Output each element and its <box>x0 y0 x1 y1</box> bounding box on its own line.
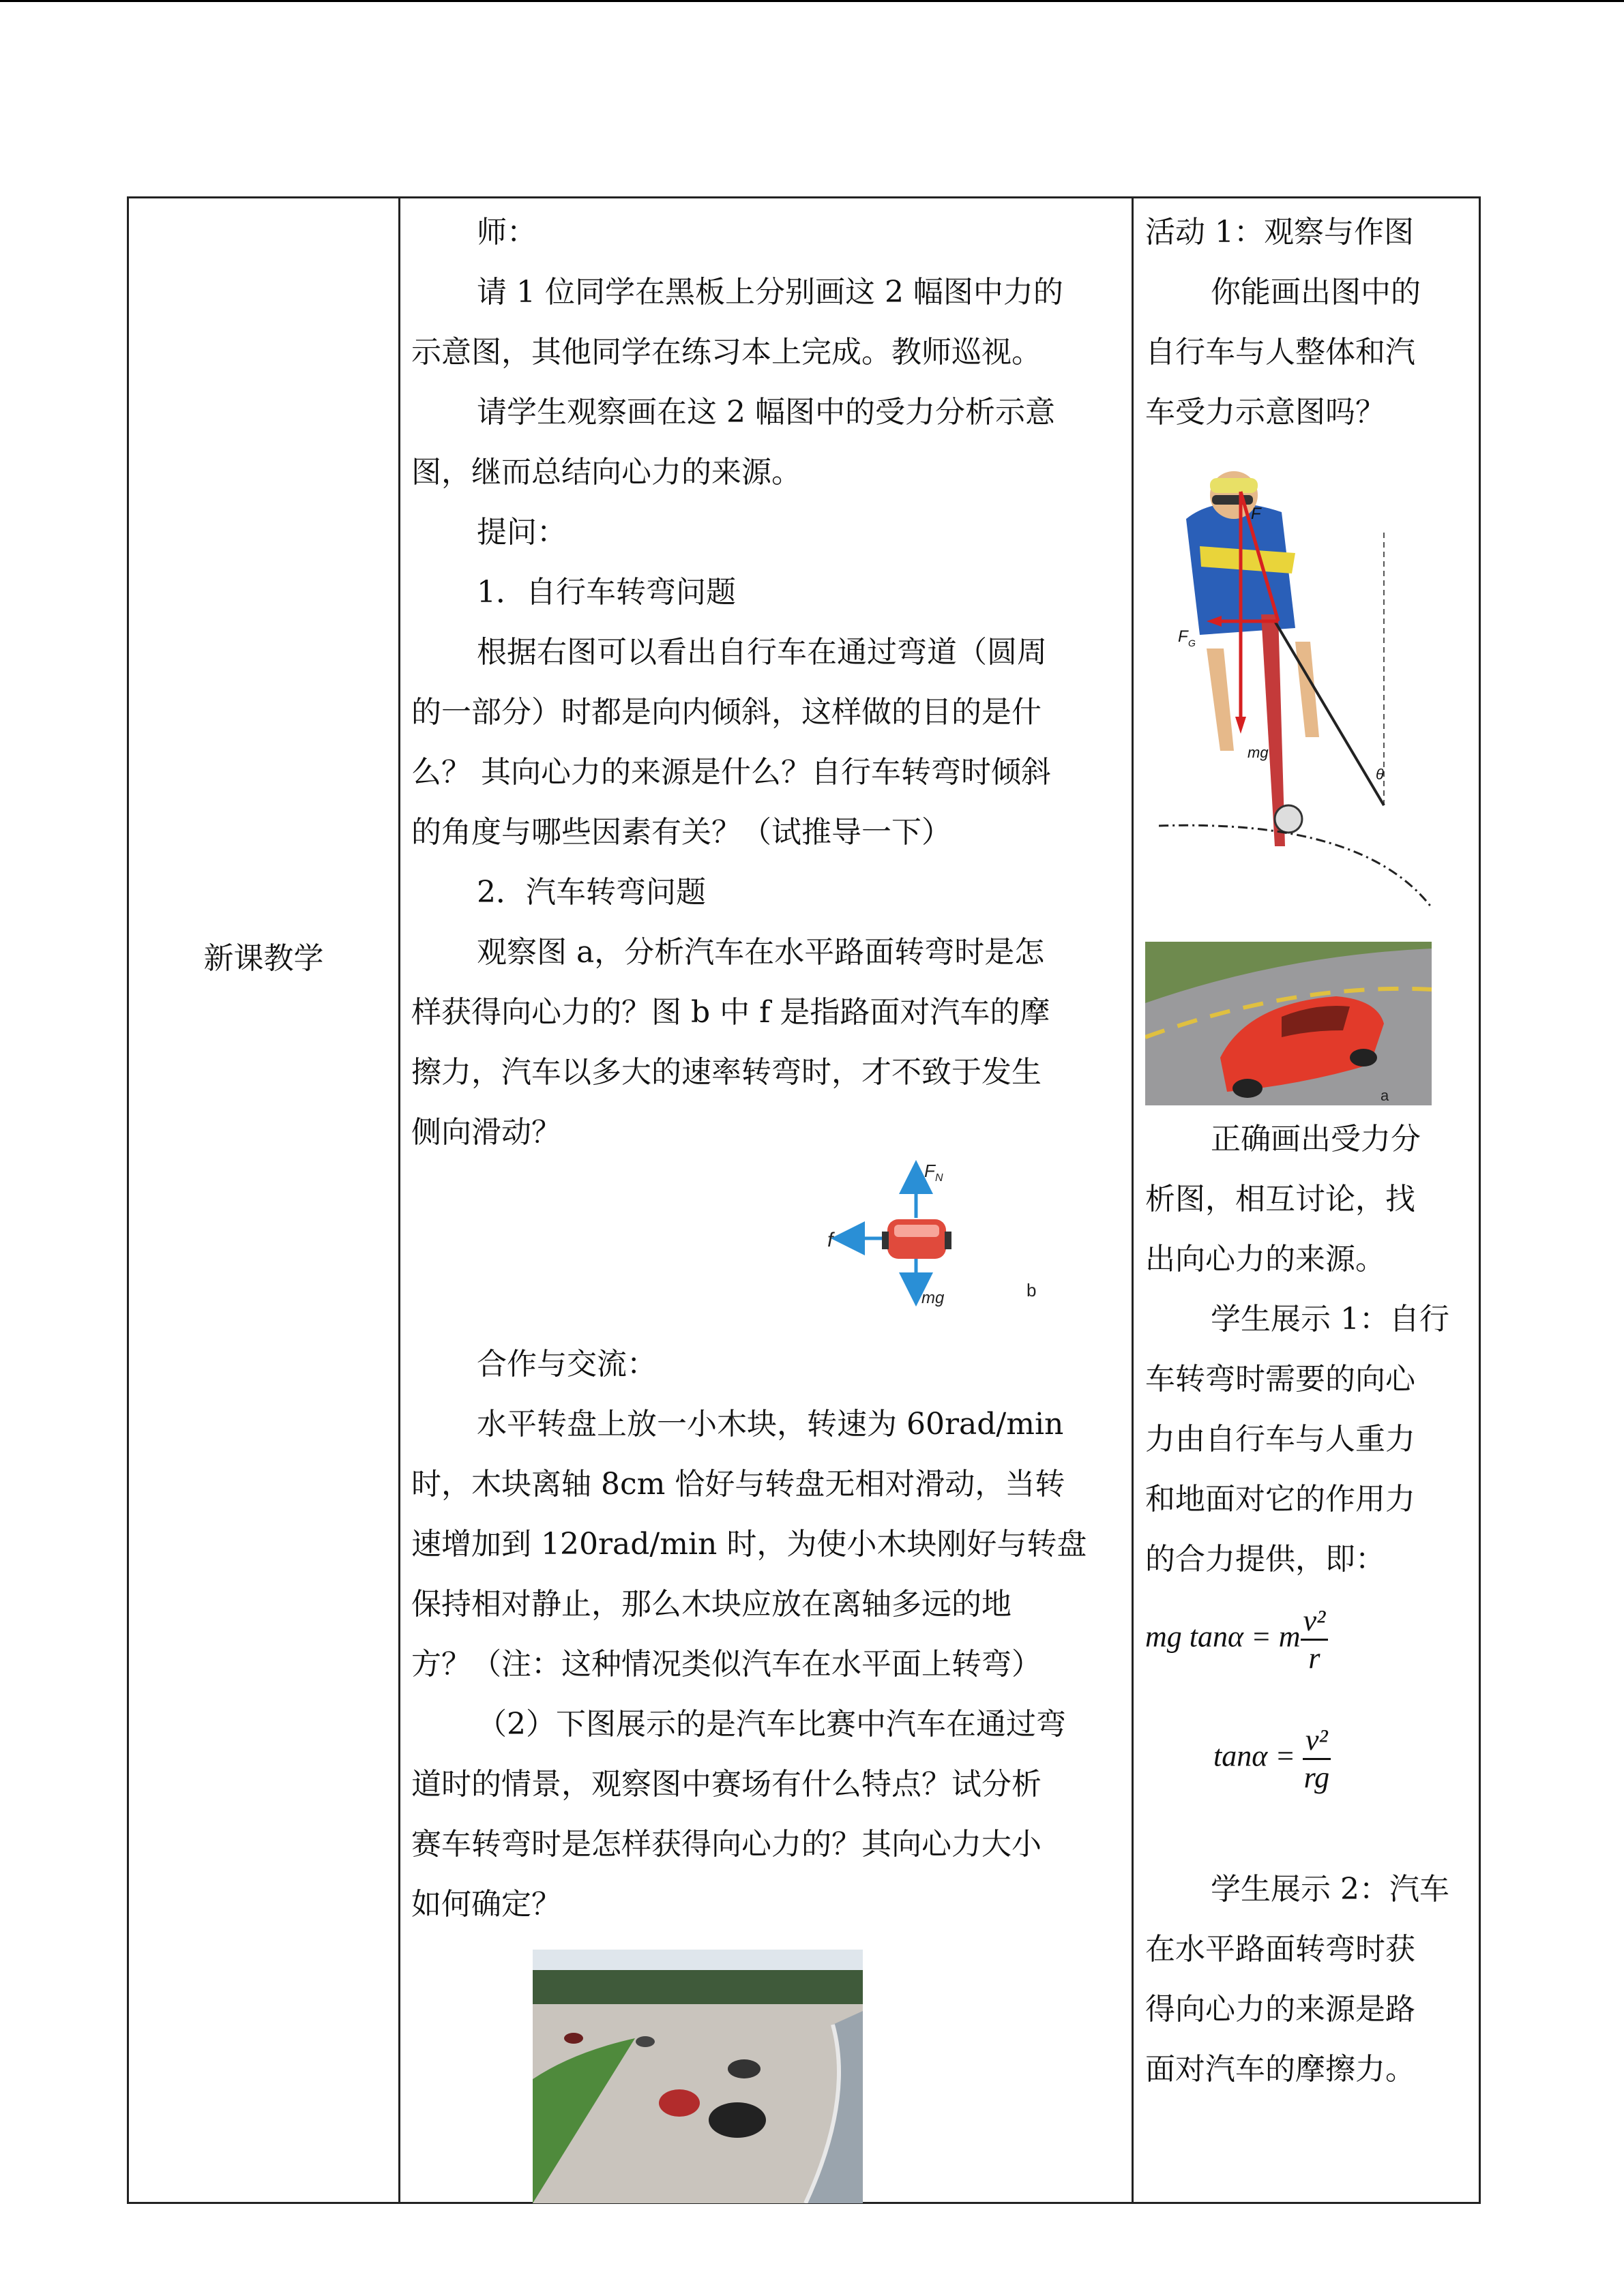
text-line: 观察图 a，分析汽车在水平路面转弯时是怎 <box>477 935 1045 970</box>
text-line: 合作与交流： <box>477 1347 657 1382</box>
text-line: 时，木块离轴 8cm 恰好与转盘无相对滑动，当转 <box>411 1467 1065 1502</box>
fn-label: F <box>924 1161 935 1181</box>
text-line: 出向心力的来源。 <box>1145 1242 1385 1277</box>
text-line: 的角度与哪些因素有关？（试推导一下） <box>411 815 951 850</box>
text-line: 请 1 位同学在黑板上分别画这 2 幅图中力的 <box>477 275 1063 310</box>
text-line: 水平转盘上放一小木块，转速为 60rad/min <box>477 1407 1064 1442</box>
row-label: 新课教学 <box>203 941 324 976</box>
text-line: 方？（注：这种情况类似汽车在水平面上转弯） <box>411 1647 1042 1682</box>
text-line: 示意图，其他同学在练习本上完成。教师巡视。 <box>411 335 1042 370</box>
figure-b-tag: b <box>1027 1280 1037 1300</box>
text-line: 自行车与人整体和汽 <box>1145 335 1415 370</box>
text-line: 学生展示 2：汽车 <box>1211 1872 1449 1907</box>
bike-lean-line <box>1275 621 1384 805</box>
text-line: 析图，相互讨论，找 <box>1145 1182 1415 1217</box>
text-line: 图，继而总结向心力的来源。 <box>411 455 801 490</box>
text-line: 提问： <box>477 515 567 550</box>
text-line: 速增加到 120rad/min 时，为使小木块刚好与转盘 <box>411 1527 1087 1562</box>
text-line: 请学生观察画在这 2 幅图中的受力分析示意 <box>477 395 1055 430</box>
text-line: 力由自行车与人重力 <box>1145 1422 1415 1457</box>
fg-label: F <box>1178 627 1188 646</box>
column-divider <box>398 198 400 2202</box>
svg-text:G: G <box>1188 638 1196 648</box>
page-top-rule <box>0 0 1624 2</box>
column-divider <box>1132 198 1134 2202</box>
text-line: 车受力示意图吗？ <box>1145 395 1385 430</box>
race-track-photo <box>533 1950 863 2203</box>
text-line: 擦力，汽车以多大的速率转弯时，才不致于发生 <box>411 1055 1042 1090</box>
text-line: 得向心力的来源是路 <box>1145 1992 1415 2027</box>
figure-a-tag: a <box>1381 1087 1389 1104</box>
mg-label: mg <box>921 1289 945 1307</box>
text-line: （2）下图展示的是汽车比赛中汽车在通过弯 <box>477 1707 1066 1742</box>
car-turn-photo-a <box>1145 942 1445 1112</box>
text-line: 根据右图可以看出自行车在通过弯道（圆周 <box>477 635 1047 670</box>
equation-2: tanα = $\frac{\text{v²}}{rg}$ <box>1213 1723 1330 1794</box>
text-line: 面对汽车的摩擦力。 <box>1145 2052 1415 2087</box>
text-line: 在水平路面转弯时获 <box>1145 1932 1415 1967</box>
text-line: 保持相对静止，那么木块应放在离轴多远的地 <box>411 1587 1012 1622</box>
text-line: 么？ 其向心力的来源是什么？自行车转弯时倾斜 <box>411 755 1051 790</box>
cyclist-force-diagram <box>1159 464 1445 908</box>
text-line: 正确画出受力分 <box>1211 1122 1421 1157</box>
text-line: 和地面对它的作用力 <box>1145 1482 1415 1517</box>
f-label: F <box>1251 505 1261 523</box>
text-line: 师： <box>477 215 537 250</box>
f-label: f <box>827 1229 833 1251</box>
text-line: 侧向滑动？ <box>411 1115 561 1150</box>
lesson-table <box>127 196 1481 2204</box>
car-force-diagram-b <box>814 1157 1080 1313</box>
text-line: 赛车转弯时是怎样获得向心力的？其向心力大小 <box>411 1827 1042 1862</box>
text-line: 样获得向心力的？图 b 中 f 是指路面对汽车的摩 <box>411 995 1050 1030</box>
text-line: 的合力提供，即： <box>1145 1542 1385 1577</box>
theta-label: θ <box>1376 766 1384 783</box>
mg-label: mg <box>1247 744 1269 761</box>
text-line: 2．汽车转弯问题 <box>477 875 706 910</box>
equation-1: mg tanα = m $\frac{\text{v²}}{r}$ <box>1145 1603 1328 1676</box>
text-line: 1．自行车转弯问题 <box>477 575 736 610</box>
svg-text:N: N <box>935 1172 943 1184</box>
text-line: 车转弯时需要的向心 <box>1145 1362 1415 1397</box>
text-line: 学生展示 1：自行 <box>1211 1302 1449 1337</box>
text-line: 如何确定？ <box>411 1887 561 1922</box>
text-line: 你能画出图中的 <box>1211 275 1421 310</box>
text-line: 的一部分）时都是向内倾斜，这样做的目的是什 <box>411 695 1042 730</box>
text-line: 活动 1：观察与作图 <box>1145 215 1414 250</box>
text-line: 道时的情景，观察图中赛场有什么特点？试分析 <box>411 1767 1042 1802</box>
